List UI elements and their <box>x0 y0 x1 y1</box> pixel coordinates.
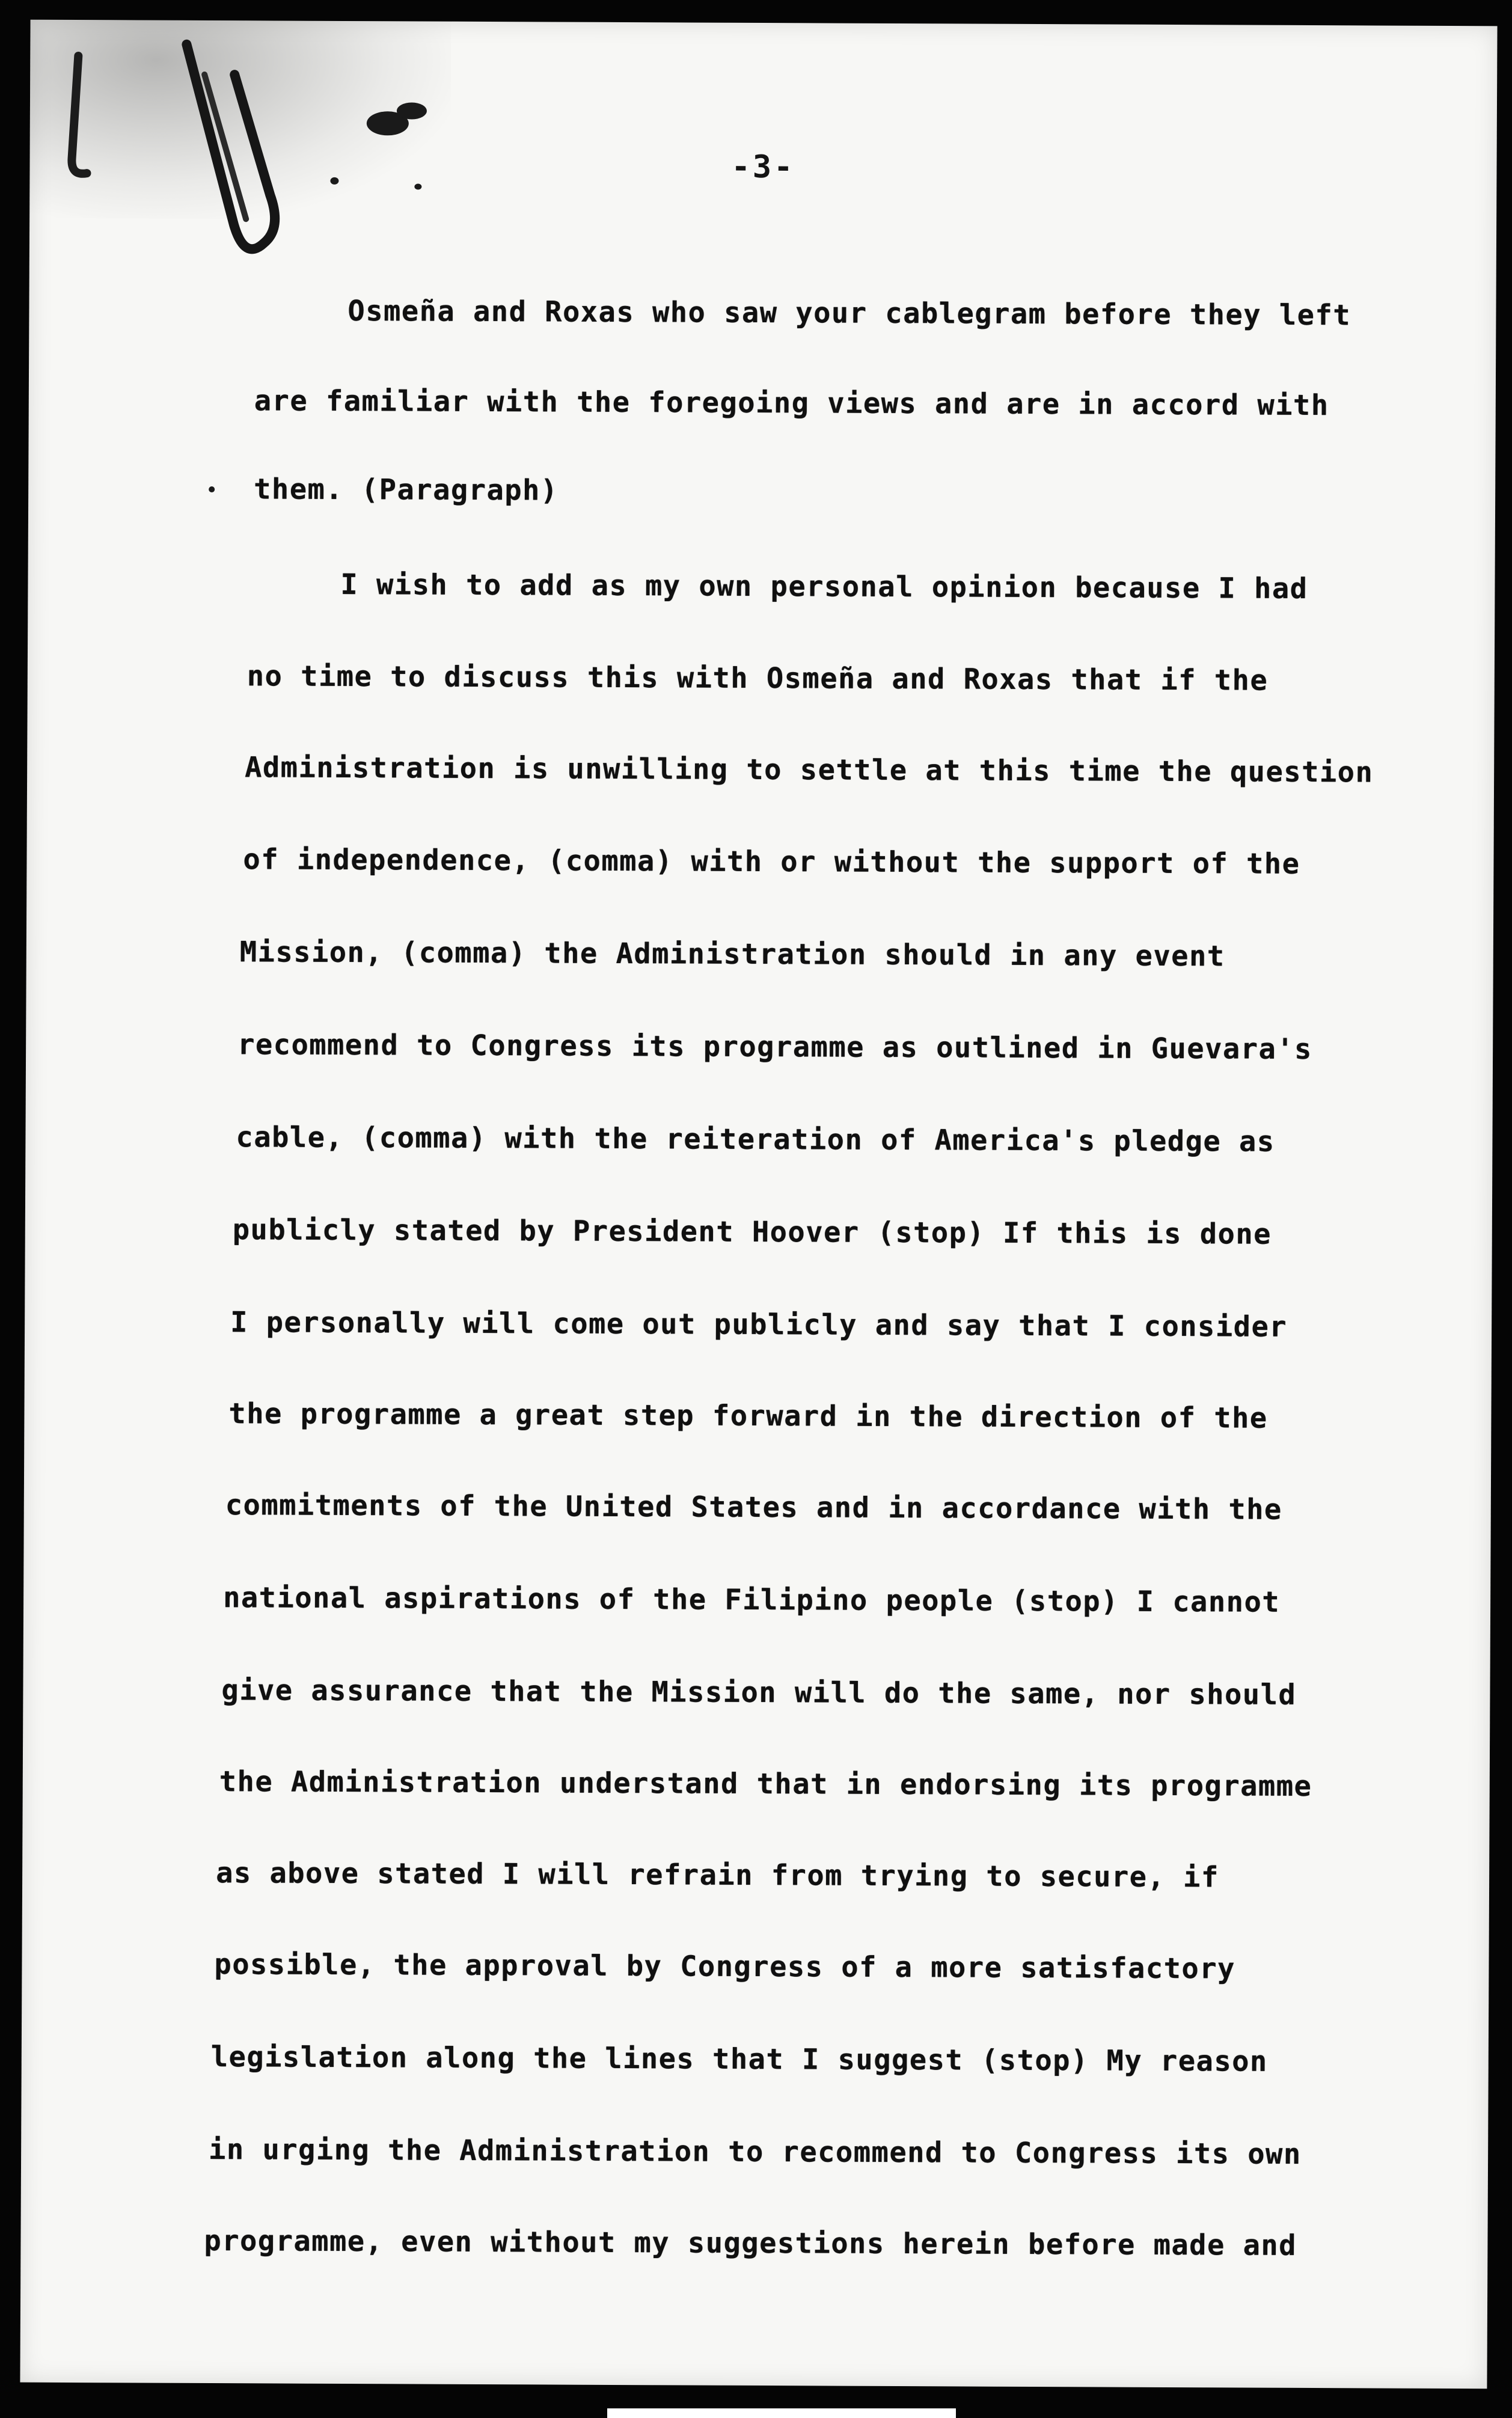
text-line: of independence, (comma) with or without the support of the <box>243 843 1300 881</box>
text-line: in urging the Administration to recommend to Congress its own <box>209 2133 1302 2171</box>
text-line: Osmeña and Roxas who saw your cablegram before they left <box>347 295 1351 332</box>
text-line: I personally will come out publicly and say that I consider <box>230 1306 1288 1344</box>
text-line: recommend to Congress its programme as outlined in Guevara's <box>237 1028 1313 1067</box>
text-line: Administration is unwilling to settle at this time the question <box>245 751 1374 789</box>
text-line: give assurance that the Mission will do the same, nor should <box>221 1674 1297 1712</box>
text-line: commitments of the United States and in accordance with the <box>225 1489 1282 1526</box>
text-line: Mission, (comma) the Administration should in any event <box>239 935 1225 973</box>
text-line: them. (Paragraph) <box>254 473 559 507</box>
text-line: legislation along the lines that I suggest (stop) My reason <box>210 2040 1268 2078</box>
text-line: national aspirations of the Filipino people (stop) I cannot <box>223 1581 1281 1619</box>
text-line: the Administration understand that in endorsing its programme <box>219 1765 1312 1804</box>
text-line: possible, the approval by Congress of a more satisfactory <box>214 1948 1235 1986</box>
text-line: I wish to add as my own personal opinion because I had <box>340 568 1308 605</box>
document-page <box>20 20 1497 2389</box>
text-line: publicly stated by President Hoover (stop) If this is done <box>232 1213 1272 1251</box>
text-line: the programme a great step forward in the direction of the <box>228 1397 1268 1435</box>
ink-speck <box>209 486 215 492</box>
text-line: are familiar with the foregoing views and are in accord with <box>254 384 1329 423</box>
ink-speck <box>397 102 427 119</box>
page-number: -3- <box>731 148 795 186</box>
ink-speck <box>414 183 421 189</box>
text-line: programme, even without my suggestions herein before made and <box>204 2224 1297 2262</box>
text-line: as above stated I will refrain from trying to secure, if <box>216 1856 1219 1894</box>
film-strip-marker <box>607 2408 956 2418</box>
text-line: cable, (comma) with the reiteration of America's pledge as <box>236 1121 1275 1158</box>
text-line: no time to discuss this with Osmeña and Roxas that if the <box>246 660 1269 697</box>
